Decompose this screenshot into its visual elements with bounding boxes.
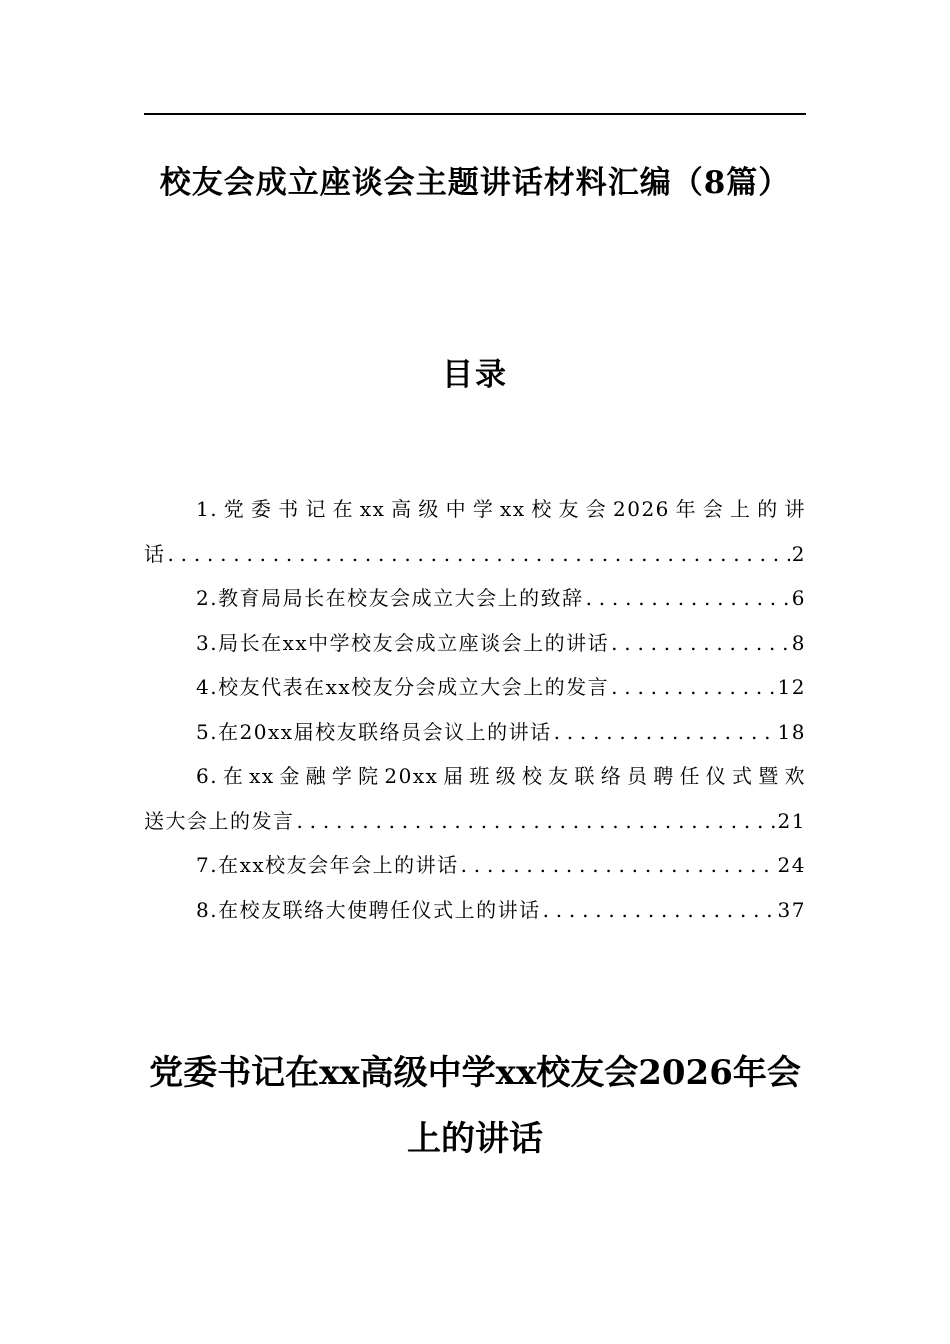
toc-page-number: 21 xyxy=(777,808,806,833)
toc-leader-dots xyxy=(543,888,776,933)
table-of-contents xyxy=(144,487,806,932)
toc-entry-text: 5.在20xx届校友联络员会议上的讲话 xyxy=(196,719,552,744)
toc-page-number: 18 xyxy=(777,719,806,744)
toc-leader-dots xyxy=(554,710,776,755)
toc-entry-continuation: 话 xyxy=(144,541,166,566)
toc-leader-dots xyxy=(168,532,790,577)
section-title: 党委书记在xx高级中学xx校友会2026年会上的讲话 xyxy=(149,1053,801,1159)
toc-entry-6[interactable] xyxy=(144,754,806,843)
document-title: 校友会成立座谈会主题讲话材料汇编（8篇） xyxy=(159,165,791,201)
toc-leader-dots xyxy=(297,799,776,844)
toc-entry-4[interactable] xyxy=(144,665,806,710)
toc-entry-text: 3.局长在xx中学校友会成立座谈会上的讲话 xyxy=(196,630,610,655)
toc-leader-dots xyxy=(586,576,790,621)
header-rule xyxy=(144,113,806,115)
toc-leader-dots xyxy=(611,665,775,710)
toc-page-number: 2 xyxy=(791,541,806,566)
toc-entry-text: 6.在xx金融学院20xx届班级校友联络员聘任仪式暨欢 xyxy=(196,764,806,788)
toc-entry-8[interactable] xyxy=(144,888,806,933)
toc-entry-text: 2.教育局局长在校友会成立大会上的致辞 xyxy=(196,586,584,610)
toc-entry-3[interactable] xyxy=(144,621,806,666)
toc-heading: 目录 xyxy=(442,357,508,393)
toc-entry-2[interactable] xyxy=(144,576,806,621)
toc-page-number: 12 xyxy=(777,675,806,699)
toc-entry-text: 7.在xx校友会年会上的讲话 xyxy=(196,853,459,877)
toc-page-number: 24 xyxy=(777,853,806,877)
toc-entry-5[interactable] xyxy=(144,710,806,755)
toc-leader-dots xyxy=(611,621,790,666)
toc-page-number: 6 xyxy=(791,586,806,610)
toc-entry-1[interactable] xyxy=(144,487,806,576)
toc-entry-text: 4.校友代表在xx校友分会成立大会上的发言 xyxy=(196,675,610,699)
toc-entry-text: 1.党委书记在xx高级中学xx校友会2026年会上的讲 xyxy=(196,497,806,521)
toc-entry-text: 8.在校友联络大使聘任仪式上的讲话 xyxy=(196,897,541,922)
toc-leader-dots xyxy=(461,843,776,888)
toc-entry-continuation: 送大会上的发言 xyxy=(144,808,295,833)
toc-page-number: 37 xyxy=(777,897,806,922)
toc-page-number: 8 xyxy=(791,630,806,655)
toc-entry-7[interactable] xyxy=(144,843,806,888)
